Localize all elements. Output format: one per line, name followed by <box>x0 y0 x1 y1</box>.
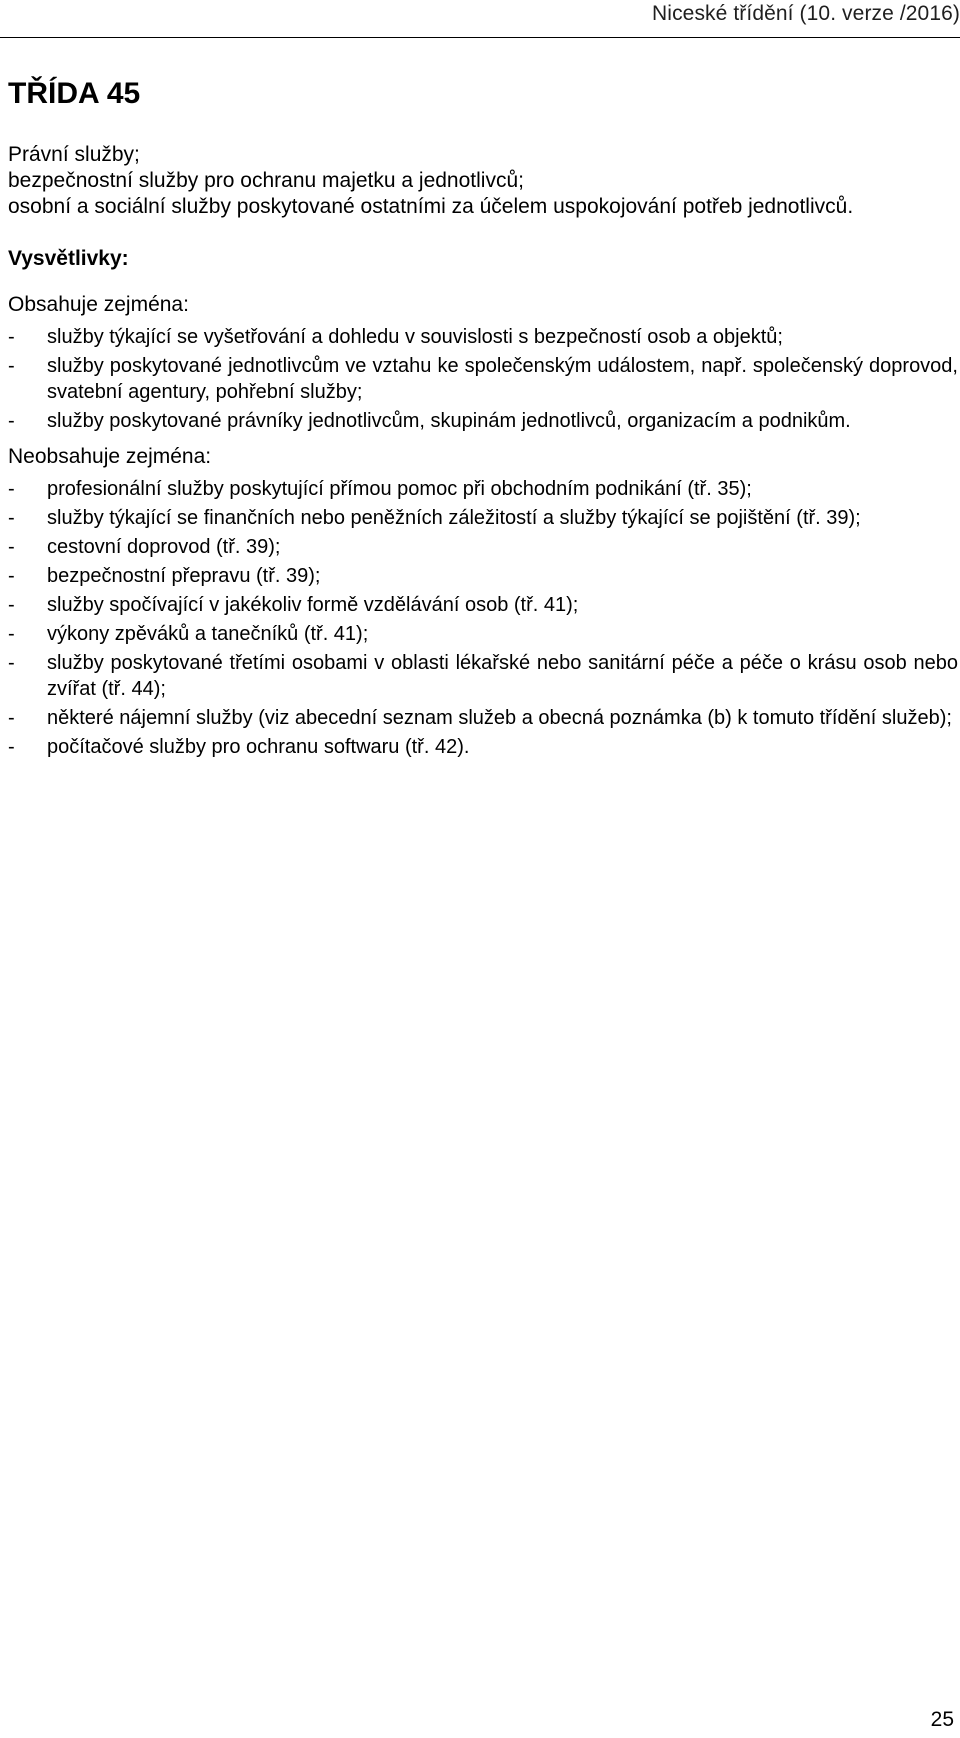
list-item: - některé nájemní služby (viz abecední seznam služeb a obecná poznámka (b) k tomuto třídění služeb); <box>8 705 958 731</box>
list-item: - služby týkající se vyšetřování a dohledu v souvislosti s bezpečností osob a objektů; <box>8 324 958 350</box>
list-item: - služby poskytované právníky jednotlivcům, skupinám jednotlivců, organizacím a podnikům. <box>8 408 958 434</box>
list-item: - počítačové služby pro ochranu softwaru (tř. 42). <box>8 734 958 760</box>
list-item: - služby poskytované jednotlivcům ve vztahu ke společenským událostem, např. společenský doprovod, svatební agentury, pohřební služby; <box>8 353 958 405</box>
includes-label: Obsahuje zejména: <box>8 293 189 316</box>
list-item: - služby spočívající v jakékoliv formě vzdělávání osob (tř. 41); <box>8 592 958 618</box>
document-body <box>8 72 958 763</box>
class-title: TŘÍDA 45 <box>8 77 141 110</box>
list-item: - služby týkající se finančních nebo peněžních záležitostí a služby týkající se pojištění (tř. 39); <box>8 505 958 531</box>
excludes-label: Neobsahuje zejména: <box>8 445 212 468</box>
list-item: - cestovní doprovod (tř. 39); <box>8 534 958 560</box>
includes-list <box>8 324 958 434</box>
header-rule <box>0 37 960 38</box>
page-number: 25 <box>930 1708 954 1731</box>
running-header: Niceské třídění (10. verze /2016) <box>652 2 960 25</box>
class-heading-line: bezpečnostní služby pro ochranu majetku a jednotlivců; <box>8 169 524 192</box>
list-item: - služby poskytované třetími osobami v oblasti lékařské nebo sanitární péče a péče o krásu osob nebo zvířat (tř. 44); <box>8 650 958 702</box>
class-heading-line: Právní služby; <box>8 143 140 166</box>
explanatory-notes-title: Vysvětlivky: <box>8 247 129 270</box>
excludes-list <box>8 476 958 760</box>
list-item: - bezpečnostní přepravu (tř. 39); <box>8 563 958 589</box>
class-heading <box>8 142 958 220</box>
list-item: - výkony zpěváků a tanečníků (tř. 41); <box>8 621 958 647</box>
list-item: - profesionální služby poskytující přímou pomoc při obchodním podnikání (tř. 35); <box>8 476 958 502</box>
class-heading-line: osobní a sociální služby poskytované ostatními za účelem uspokojování potřeb jednotlivců. <box>8 195 854 218</box>
